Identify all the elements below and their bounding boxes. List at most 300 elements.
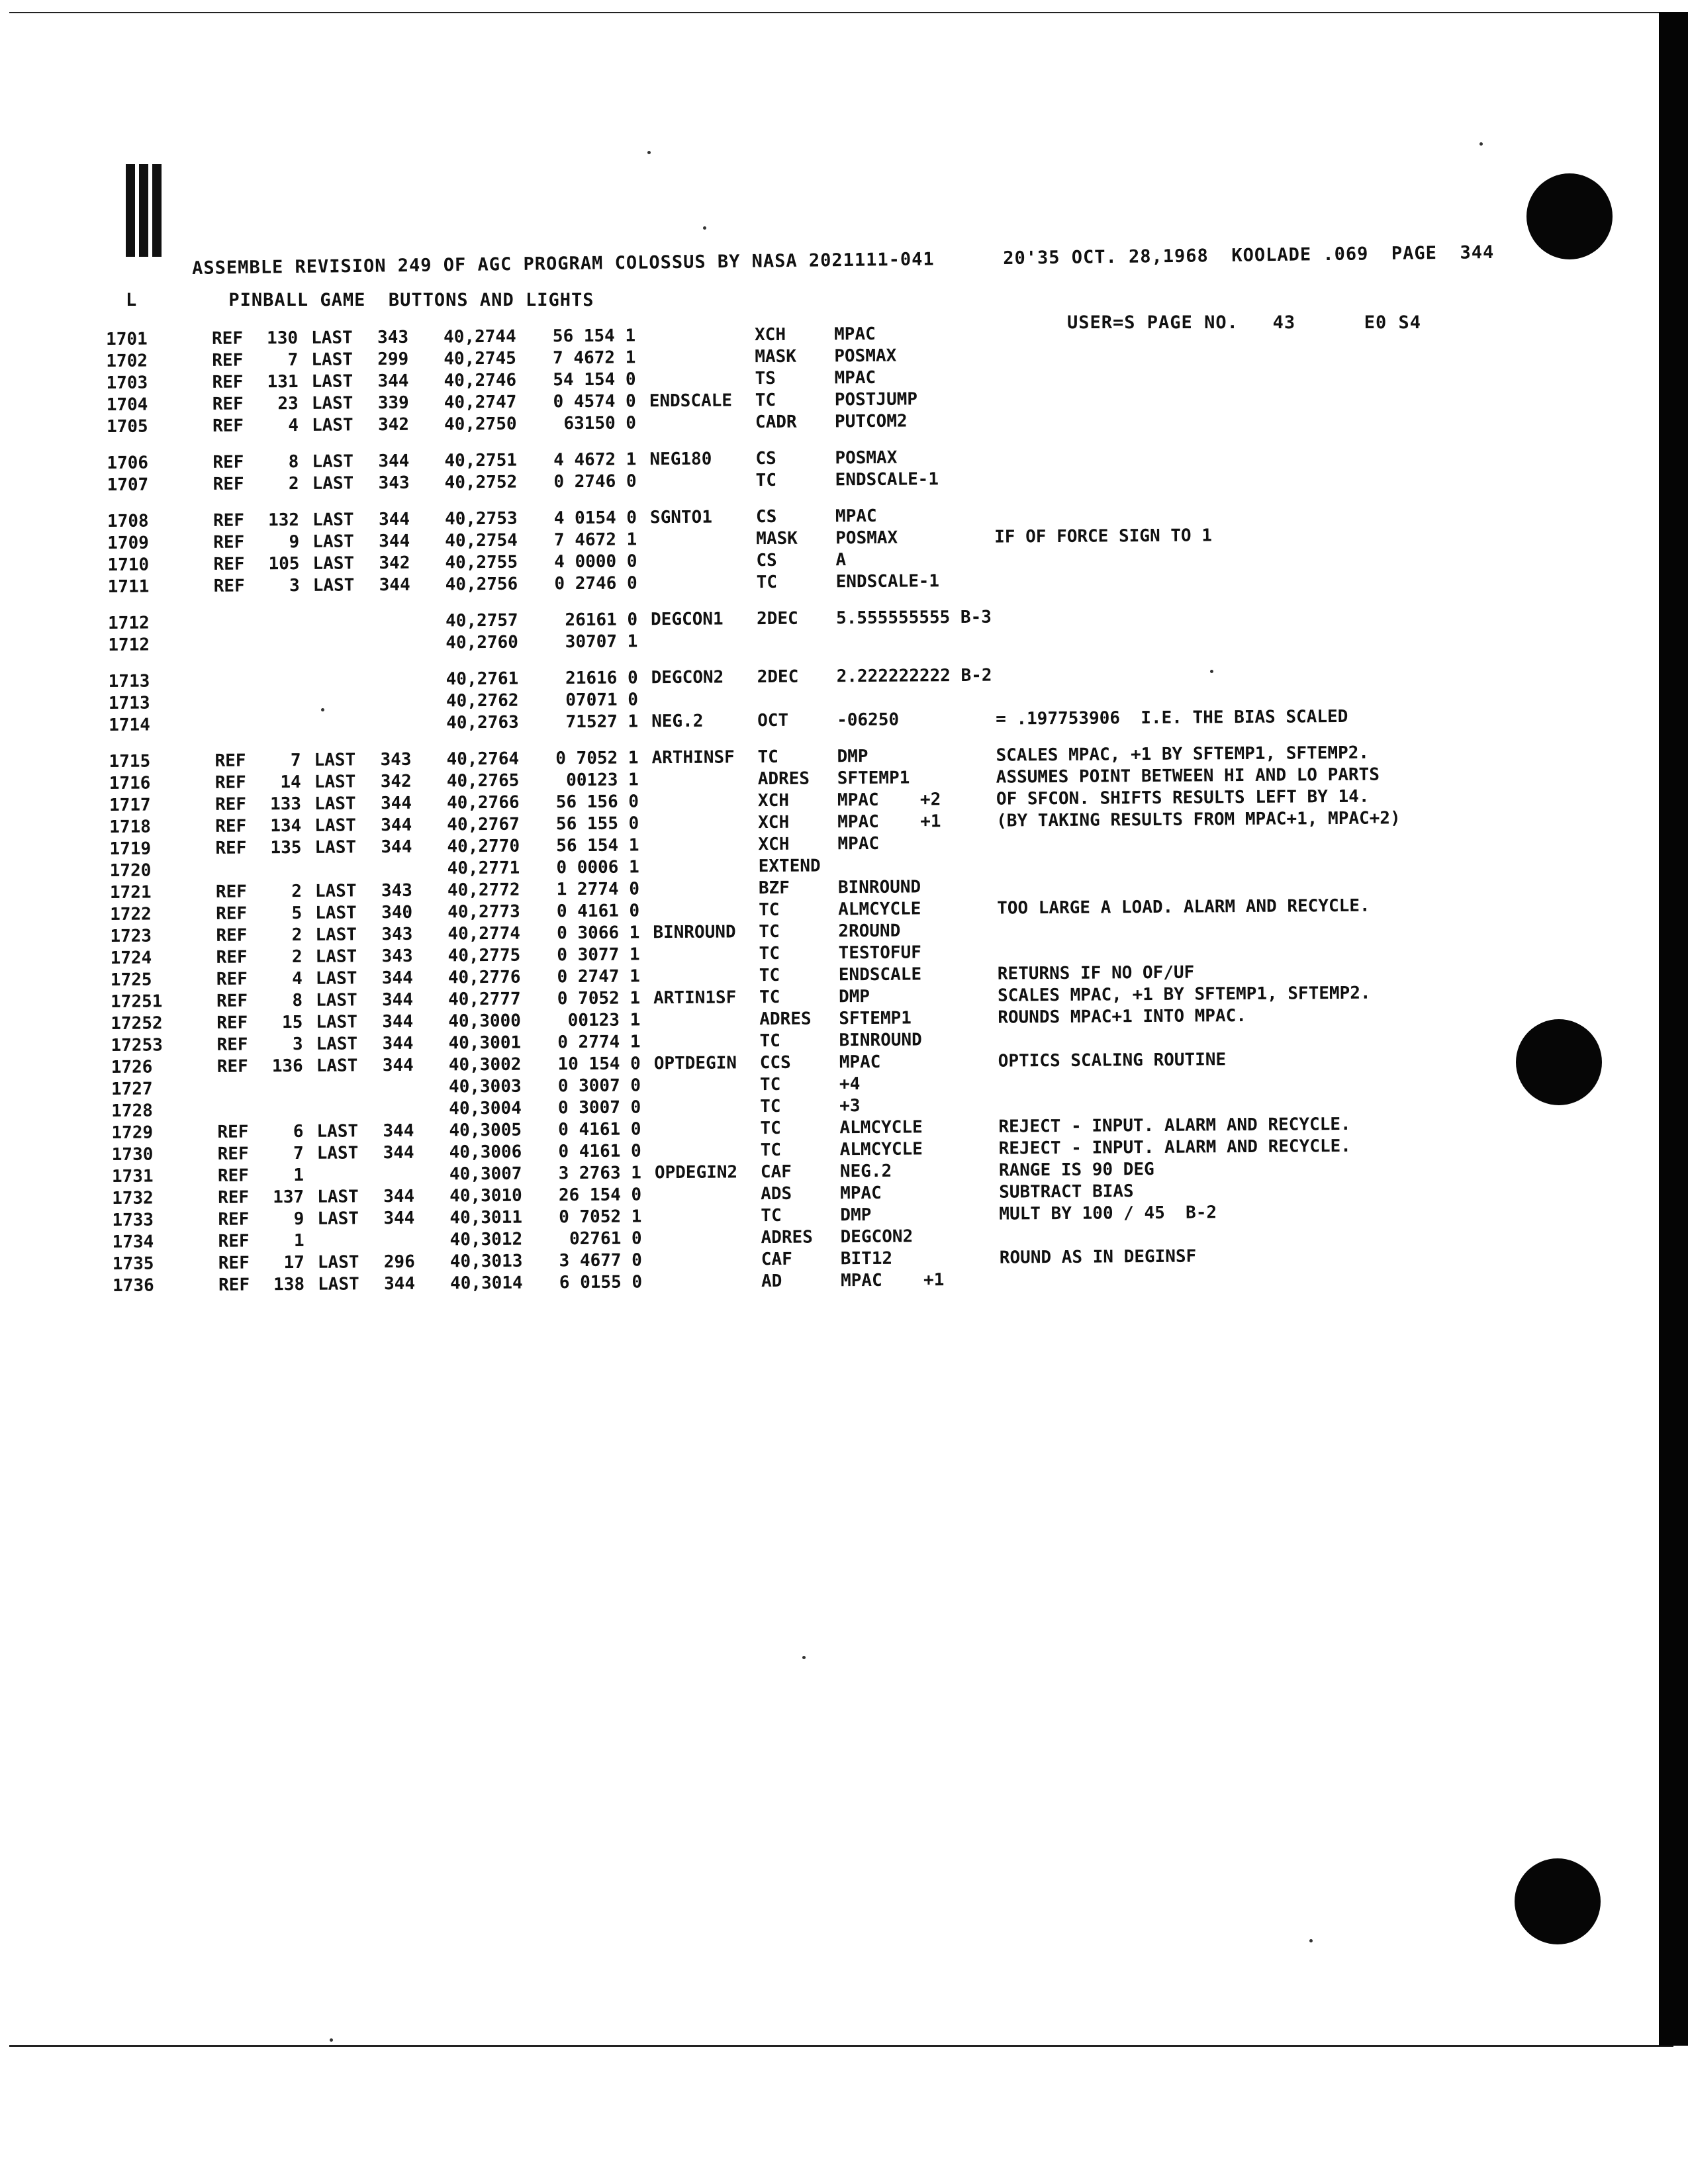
cell-operand: ENDSCALE — [835, 469, 918, 490]
cell-comment: SCALES MPAC, +1 BY SFTEMP1, SFTEMP2. — [996, 743, 1370, 766]
cell-code: 0 4161 0 — [556, 901, 640, 922]
cell-ref: REF — [216, 969, 248, 989]
cell-label: ARTIN1SF — [653, 987, 737, 1009]
cell-page: 344 — [377, 371, 409, 392]
cell-page: 344 — [383, 1273, 416, 1295]
cell-operand: 5.555555555 B-3 — [835, 607, 992, 629]
cell-op: TC — [761, 1205, 782, 1226]
cell-ref: REF — [216, 1013, 248, 1033]
cell-page: 343 — [378, 473, 410, 494]
cell-code: 71527 1 — [565, 711, 639, 733]
cell-op: CCS — [759, 1052, 791, 1073]
cell-label: OPDEGIN2 — [654, 1162, 738, 1183]
cell-addr: 40,2765 — [446, 770, 520, 792]
cell-line: 1736 — [112, 1275, 154, 1296]
cell-ref: REF — [213, 532, 245, 553]
cell-addr: 40,2754 — [445, 530, 518, 551]
cell-operand: +4 — [839, 1074, 861, 1095]
cell-refn: 23 — [277, 393, 299, 414]
cell-page: 343 — [381, 924, 413, 945]
cell-ref: REF — [214, 772, 246, 793]
cell-comment: MULT BY 100 / 45 B-2 — [999, 1203, 1217, 1224]
cell-operand: POSMAX — [835, 447, 898, 469]
cell-comment: RETURNS IF NO OF/UF — [997, 962, 1195, 984]
cell-last: LAST — [316, 1121, 359, 1142]
cell-comment: OPTICS SCALING ROUTINE — [998, 1050, 1227, 1071]
cell-operand: 2.222222222 B-2 — [836, 665, 992, 687]
cell-operand: MPAC — [837, 811, 879, 833]
cell-code: 21616 0 — [565, 668, 638, 689]
cell-last: LAST — [317, 1208, 359, 1229]
cell-operand: POSMAX — [835, 527, 898, 549]
cell-line: 1702 — [106, 351, 148, 371]
cell-last: LAST — [312, 553, 355, 574]
cell-op: MASK — [756, 528, 798, 549]
scan-speck — [1210, 670, 1213, 673]
cell-refn: 2 — [291, 881, 303, 902]
cell-code: 00123 1 — [567, 1010, 641, 1031]
cell-last: LAST — [315, 903, 357, 923]
cell-ref: REF — [216, 947, 248, 968]
cell-code: 0 4161 0 — [558, 1119, 641, 1140]
cell-operand: A — [835, 550, 847, 570]
cell-refn: 137 — [273, 1187, 305, 1208]
cell-code: 0 3007 0 — [557, 1097, 641, 1118]
cell-ref: REF — [212, 474, 244, 494]
cell-operand: POSTJUMP — [834, 389, 918, 410]
cell-addr: 40,2772 — [447, 880, 520, 901]
scan-speck — [703, 226, 706, 230]
cell-last: LAST — [311, 393, 353, 414]
cell-addr: 40,2757 — [445, 610, 518, 631]
cell-code: 56 154 1 — [552, 326, 636, 347]
cell-label: BINROUND — [653, 922, 736, 943]
cell-line: 1719 — [109, 839, 152, 859]
user-page-value: 43 — [1272, 312, 1296, 333]
cell-op: CS — [756, 550, 777, 571]
cell-page: 344 — [381, 815, 412, 836]
cell-refn — [250, 634, 300, 635]
cell-code: 26 154 0 — [558, 1185, 642, 1206]
cell-last: LAST — [312, 510, 354, 530]
cell-op: TC — [760, 1140, 782, 1161]
cell-refn — [250, 612, 300, 613]
cell-line: 1717 — [109, 795, 151, 815]
cell-addr: 40,3000 — [448, 1011, 521, 1032]
cell-last: LAST — [311, 349, 353, 370]
cell-refn — [251, 714, 301, 715]
cell-op: CADR — [755, 412, 797, 433]
cell-label: ARTHINSF — [651, 747, 735, 768]
cell-refn: 7 — [287, 349, 299, 371]
cell-ref: REF — [216, 1056, 248, 1077]
cell-last: LAST — [314, 750, 356, 770]
cell-page: 344 — [382, 1055, 414, 1076]
cell-addr: 40,2762 — [445, 690, 519, 711]
cell-code: 0 7052 1 — [559, 1206, 642, 1228]
cell-ref: REF — [213, 576, 245, 596]
cell-line: 1734 — [112, 1232, 154, 1252]
cell-page: 296 — [383, 1251, 415, 1273]
cell-code: 0 3066 1 — [557, 923, 640, 944]
cell-operand: MPAC — [834, 367, 876, 388]
cell-code: 0 7052 1 — [555, 748, 639, 769]
cell-operand: POSMAX — [834, 345, 897, 367]
cell-code: 0 0006 1 — [556, 857, 639, 878]
cell-code: 0 2747 1 — [557, 966, 640, 987]
punch-hole-top — [1526, 173, 1613, 259]
subheader-marker: L — [126, 290, 138, 310]
cell-op: CAF — [760, 1161, 792, 1183]
cell-line: 1733 — [112, 1210, 154, 1230]
cell-operand: BIT12 — [840, 1248, 893, 1269]
cell-code: 1 2774 0 — [556, 879, 640, 900]
cell-op: TC — [759, 899, 780, 921]
cell-operand: ALMCYCLE — [839, 1117, 923, 1138]
cell-addr: 40,2776 — [447, 967, 521, 988]
cell-op: TC — [759, 987, 780, 1008]
cell-addr: 40,2767 — [447, 814, 520, 835]
margin-tick-marks — [126, 164, 172, 263]
scan-speck — [321, 708, 324, 711]
cell-comment: OF SFCON. SHIFTS RESULTS LEFT BY 14. — [996, 786, 1370, 809]
cell-operand: DMP — [837, 746, 868, 767]
cell-line: 1709 — [107, 533, 149, 553]
cell-addr: 40,3003 — [448, 1076, 522, 1097]
cell-code: 56 156 0 — [555, 792, 639, 813]
cell-line: 1718 — [109, 817, 151, 837]
cell-ref: REF — [217, 1122, 249, 1142]
cell-refn: 5 — [291, 903, 303, 924]
cell-page: 344 — [381, 989, 414, 1011]
cell-comment: SCALES MPAC, +1 BY SFTEMP1, SFTEMP2. — [997, 983, 1371, 1006]
cell-line: 1703 — [106, 373, 148, 393]
cell-refn: 1 — [293, 1165, 305, 1186]
cell-refn: 1 — [293, 1230, 305, 1251]
scan-speck — [802, 1656, 806, 1659]
cell-addr: 40,3005 — [449, 1120, 522, 1141]
cell-line: 1721 — [109, 882, 152, 903]
cell-mod: +1 — [920, 811, 941, 832]
cell-operand: SFTEMP1 — [837, 768, 910, 789]
cell-page: 344 — [383, 1208, 415, 1229]
cell-line: 1722 — [110, 904, 152, 925]
cell-comment: ROUNDS MPAC+1 INTO MPAC. — [998, 1005, 1247, 1028]
punch-hole-middle — [1516, 1019, 1602, 1105]
cell-label: DEGCON1 — [650, 609, 724, 630]
cell-addr: 40,2766 — [446, 792, 520, 813]
cell-op: CAF — [761, 1249, 792, 1270]
cell-ref: REF — [218, 1275, 250, 1295]
cell-last: LAST — [312, 531, 354, 552]
cell-op: TC — [759, 1074, 781, 1095]
cell-ref: REF — [215, 816, 247, 837]
cell-addr: 40,2777 — [447, 989, 521, 1010]
cell-mod: -1 — [918, 571, 940, 592]
cell-refn: 14 — [280, 772, 301, 793]
section-subheader — [126, 290, 594, 310]
cell-addr: 40,2760 — [445, 632, 518, 653]
cell-line: 1708 — [107, 511, 149, 531]
cell-last: LAST — [312, 473, 354, 494]
cell-addr: 40,2752 — [444, 472, 518, 493]
cell-refn: 138 — [273, 1274, 305, 1295]
cell-page: 344 — [379, 574, 410, 596]
cell-comment: ASSUMES POINT BETWEEN HI AND LO PARTS — [996, 764, 1380, 788]
cell-refn: 7 — [290, 750, 301, 771]
cell-op: TC — [759, 943, 780, 964]
cell-line: 1710 — [107, 555, 150, 575]
cell-code: 0 4574 0 — [553, 391, 636, 412]
cell-code: 63150 0 — [563, 413, 637, 434]
cell-code: 3 4677 0 — [559, 1250, 642, 1271]
cell-line: 1711 — [107, 576, 150, 597]
cell-operand: MPAC — [839, 1052, 881, 1073]
cell-operand: TESTOFUF — [838, 942, 921, 964]
cell-comment: = .197753906 I.E. THE BIAS SCALED — [996, 706, 1348, 729]
cell-addr: 40,2745 — [444, 348, 517, 369]
cell-op: ADS — [761, 1183, 792, 1205]
cell-operand: ENDSCALE — [835, 571, 919, 592]
cell-ref: REF — [217, 1144, 249, 1164]
cell-addr: 40,2753 — [444, 508, 518, 529]
cell-comment: ROUND AS IN DEGINSF — [999, 1246, 1197, 1268]
cell-addr: 40,3001 — [448, 1032, 522, 1054]
cell-line: 1726 — [111, 1057, 153, 1077]
cell-ref: REF — [212, 372, 244, 392]
cell-last: LAST — [315, 968, 357, 989]
cell-addr: 40,3013 — [449, 1251, 523, 1272]
cell-ref: REF — [215, 882, 248, 902]
scan-edge — [1659, 12, 1688, 2046]
cell-code: 7 4672 1 — [552, 347, 636, 369]
cell-line: 1715 — [109, 751, 151, 772]
cell-addr: 40,2770 — [447, 836, 520, 857]
cell-op: ADRES — [759, 1009, 812, 1030]
header-page-label: PAGE — [1391, 243, 1438, 264]
cell-refn: 2 — [291, 946, 303, 968]
cell-addr: 40,3010 — [449, 1185, 522, 1206]
cell-label: NEG180 — [649, 449, 712, 470]
cell-ref: REF — [212, 350, 244, 371]
cell-code: 0 2774 1 — [557, 1032, 641, 1053]
cell-label: NEG.2 — [651, 711, 704, 732]
cell-operand: SFTEMP1 — [839, 1008, 912, 1029]
cell-last: LAST — [317, 1252, 359, 1273]
scan-speck — [330, 2038, 333, 2042]
cell-last: LAST — [311, 371, 353, 392]
cell-code: 4 0154 0 — [553, 508, 637, 529]
cell-op: EXTEND — [758, 856, 821, 877]
cell-operand: MPAC — [833, 324, 876, 345]
cell-ref: REF — [214, 794, 247, 815]
cell-line: 1705 — [106, 416, 148, 437]
cell-addr: 40,2750 — [444, 414, 517, 435]
cell-code: 0 4161 0 — [558, 1141, 641, 1162]
cell-line: 1704 — [106, 394, 148, 415]
cell-ref: REF — [216, 1034, 248, 1055]
cell-ref: REF — [216, 925, 248, 946]
cell-addr: 40,3006 — [449, 1142, 522, 1163]
cell-ref: REF — [217, 1165, 250, 1186]
cell-line: 1712 — [108, 635, 150, 655]
cell-refn: 130 — [267, 328, 299, 349]
cell-page: 342 — [379, 553, 410, 574]
cell-ref: REF — [212, 394, 244, 414]
cell-addr: 40,3007 — [449, 1163, 522, 1185]
cell-comment: REJECT - INPUT. ALARM AND RECYCLE. — [998, 1136, 1351, 1159]
cell-op: TC — [759, 965, 780, 986]
scan-speck — [1479, 142, 1483, 146]
cell-last: LAST — [314, 881, 357, 901]
cell-last: LAST — [316, 1034, 358, 1054]
cell-operand: BINROUND — [837, 877, 921, 898]
cell-ref: REF — [212, 416, 244, 436]
cell-op: 2DEC — [757, 666, 799, 688]
cell-last: LAST — [314, 815, 356, 836]
cell-refn: 131 — [267, 371, 299, 392]
cell-op: XCH — [757, 790, 790, 811]
assembly-listing — [106, 320, 1489, 1297]
cell-ref: REF — [212, 510, 245, 531]
cell-line: 1725 — [110, 970, 152, 990]
cell-comment: (BY TAKING RESULTS FROM MPAC+1, MPAC+2) — [996, 808, 1401, 831]
cell-code: 00123 1 — [566, 770, 639, 791]
cell-op: MASK — [755, 346, 797, 367]
cell-op: ADRES — [761, 1227, 813, 1248]
cell-addr: 40,2744 — [443, 326, 516, 347]
cell-last: LAST — [316, 1143, 359, 1163]
cell-code: 4 0000 0 — [554, 551, 637, 572]
cell-line: 1735 — [112, 1253, 154, 1274]
cell-addr: 40,3002 — [448, 1054, 522, 1075]
cell-line: 1728 — [111, 1101, 153, 1121]
cell-page: 344 — [381, 837, 412, 858]
cell-label: OPTDEGIN — [653, 1053, 737, 1074]
cell-addr: 40,3004 — [449, 1098, 522, 1119]
cell-addr: 40,2751 — [444, 450, 518, 471]
cell-page: 344 — [380, 793, 412, 814]
cell-ref: REF — [212, 452, 244, 473]
cell-code: 0 2746 0 — [553, 471, 637, 492]
cell-addr: 40,2756 — [445, 574, 518, 595]
cell-refn: 2 — [291, 925, 303, 946]
cell-op: TC — [760, 1118, 781, 1139]
header-page-number: 344 — [1460, 242, 1495, 263]
cell-refn: 3 — [292, 1034, 303, 1055]
cell-addr: 40,2763 — [446, 712, 519, 733]
cell-refn — [254, 1078, 303, 1079]
cell-operand: -06250 — [837, 709, 900, 731]
cell-refn: 136 — [271, 1056, 303, 1077]
cell-op: TC — [759, 1030, 780, 1052]
cell-refn: 9 — [293, 1208, 305, 1230]
cell-page: 299 — [377, 349, 409, 370]
cell-code: 07071 0 — [565, 690, 639, 711]
cell-operand: MPAC — [840, 1183, 882, 1204]
punch-hole-bottom — [1515, 1858, 1601, 1944]
cell-code: 56 154 1 — [556, 835, 639, 856]
cell-refn: 132 — [267, 510, 300, 531]
cell-ref: REF — [216, 991, 248, 1011]
cell-refn: 6 — [293, 1121, 304, 1142]
cell-addr: 40,2775 — [447, 945, 521, 966]
user-page-label: USER=S PAGE NO. — [1067, 312, 1239, 333]
cell-page: 342 — [377, 414, 410, 435]
cell-op: CS — [755, 506, 777, 527]
cell-last: LAST — [317, 1274, 359, 1295]
cell-line: 17251 — [110, 991, 163, 1012]
cell-line: 1724 — [110, 948, 152, 968]
cell-label: ENDSCALE — [649, 390, 733, 412]
cell-operand: MPAC — [837, 833, 880, 854]
cell-code: 4 4672 1 — [553, 449, 637, 471]
cell-addr: 40,3011 — [449, 1207, 523, 1228]
cell-page: 344 — [382, 1033, 414, 1054]
cell-operand: DMP — [838, 986, 870, 1007]
cell-last: LAST — [311, 415, 353, 435]
cell-ref: REF — [218, 1253, 250, 1273]
cell-mod: +1 — [923, 1270, 945, 1291]
cell-code: 0 3077 1 — [557, 944, 640, 966]
cell-line: 1706 — [107, 453, 149, 473]
cell-line: 1723 — [110, 926, 152, 946]
cell-code: 30707 1 — [565, 631, 638, 653]
header-system: KOOLADE .069 — [1231, 244, 1369, 266]
cell-addr: 40,2755 — [445, 552, 518, 573]
cell-last: LAST — [314, 772, 356, 792]
cell-addr: 40,2773 — [447, 901, 520, 923]
cell-operand: +3 — [839, 1096, 861, 1116]
user-page-code: E0 S4 — [1364, 312, 1421, 333]
cell-addr: 40,3012 — [449, 1229, 523, 1250]
cell-page: 344 — [382, 1011, 414, 1032]
cell-ref: REF — [218, 1231, 250, 1251]
cell-page: 339 — [377, 392, 409, 414]
cell-addr: 40,3014 — [449, 1273, 523, 1294]
cell-line: 1714 — [109, 715, 150, 735]
cell-refn: 134 — [270, 815, 302, 837]
cell-ref: REF — [215, 838, 247, 858]
cell-operand: PUTCOM2 — [834, 411, 908, 432]
cell-label: DEGCON2 — [651, 667, 724, 688]
cell-page: 340 — [381, 902, 413, 923]
cell-op: XCH — [758, 834, 790, 855]
cell-last: LAST — [317, 1187, 359, 1207]
cell-op: TS — [755, 368, 776, 389]
cell-page: 343 — [380, 749, 412, 770]
cell-op: AD — [761, 1271, 782, 1292]
cell-op: TC — [756, 572, 778, 593]
cell-line: 1716 — [109, 773, 151, 794]
cell-op: TC — [755, 390, 776, 411]
cell-code: 02761 0 — [569, 1228, 642, 1250]
cell-last: LAST — [310, 328, 353, 348]
cell-comment: SUBTRACT BIAS — [999, 1181, 1134, 1203]
cell-line: 1729 — [111, 1122, 154, 1143]
cell-page: 342 — [380, 771, 412, 792]
cell-addr: 40,2771 — [447, 858, 520, 879]
cell-op: CS — [755, 448, 776, 469]
cell-code: 3 2763 1 — [558, 1163, 642, 1184]
cell-op: TC — [755, 470, 777, 491]
cell-operand: BINROUND — [839, 1030, 922, 1051]
cell-last: LAST — [312, 451, 354, 472]
cell-op: OCT — [757, 710, 789, 731]
cell-refn: 9 — [289, 531, 300, 553]
cell-code: 6 0155 0 — [559, 1272, 643, 1293]
cell-refn: 4 — [292, 968, 303, 989]
